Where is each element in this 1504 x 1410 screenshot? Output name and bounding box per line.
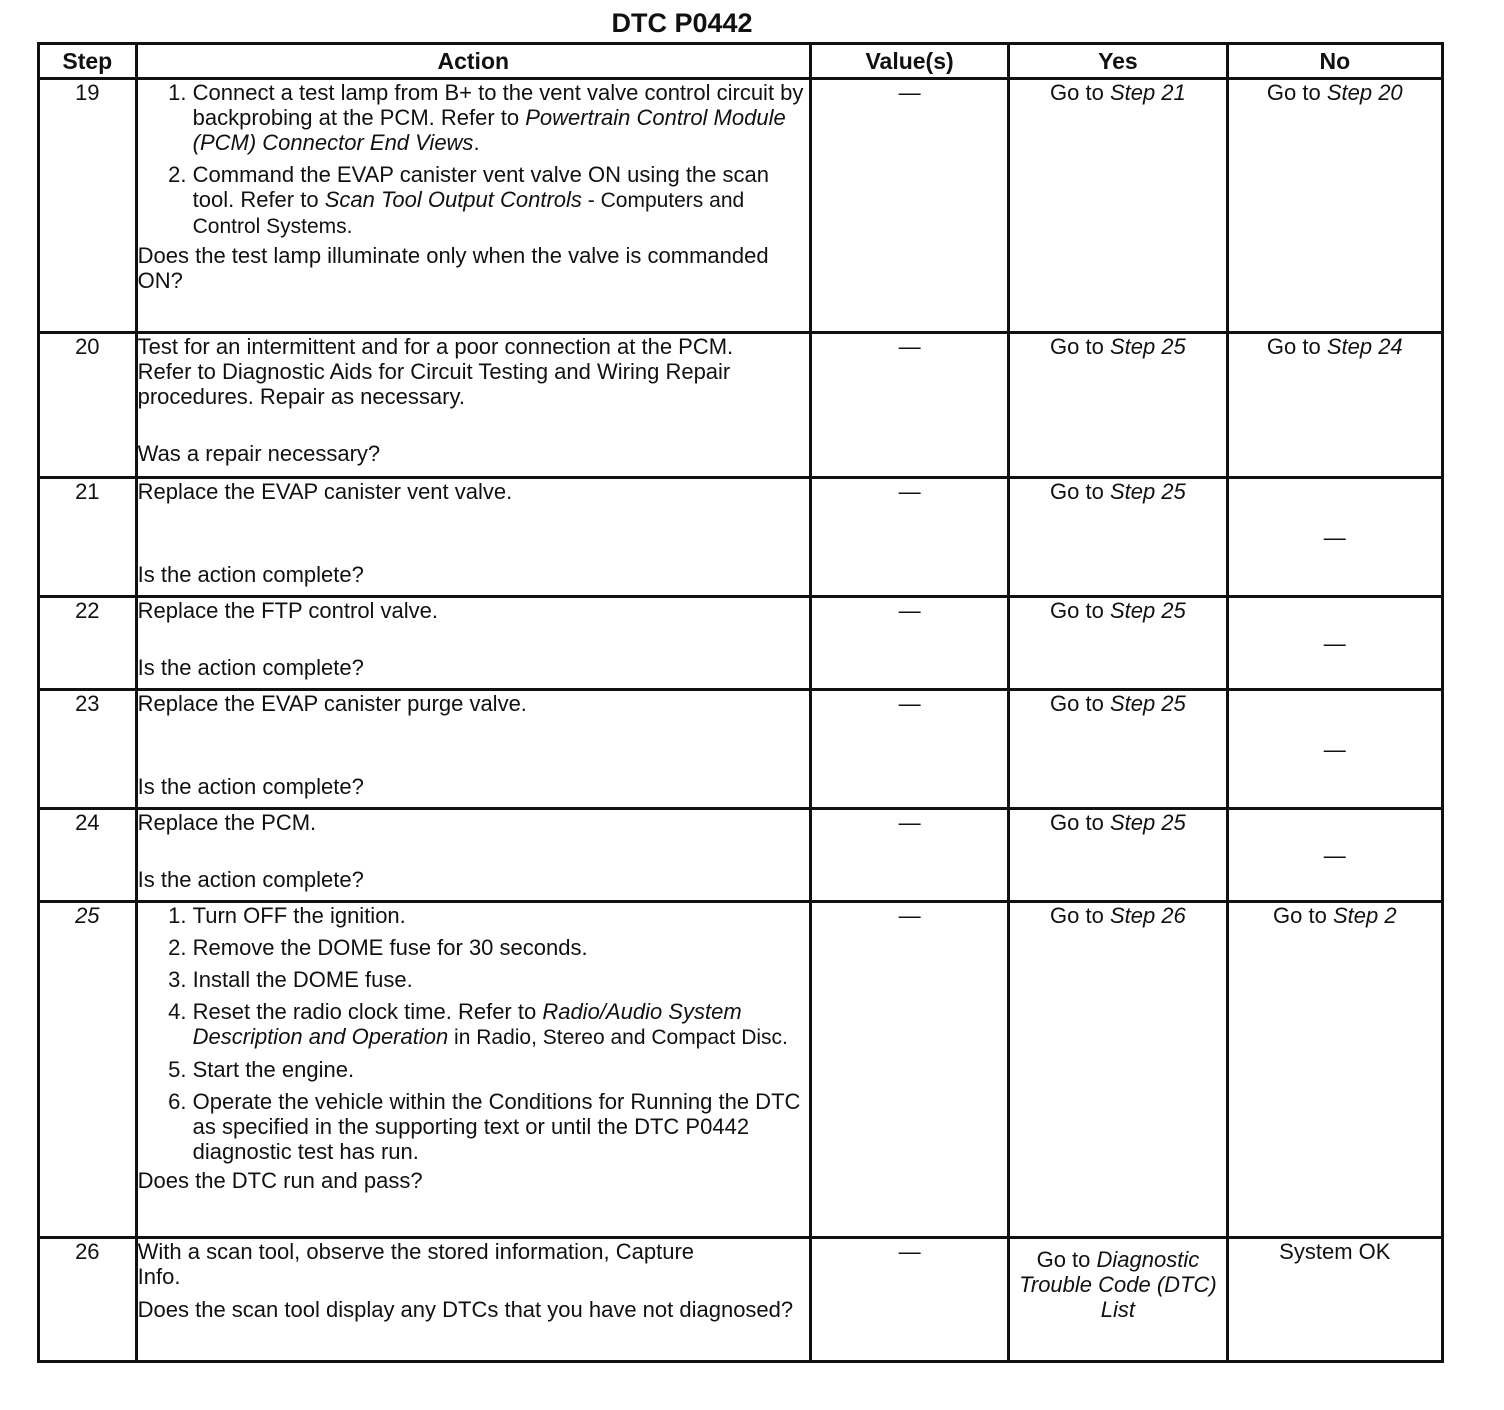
go-to-label: Go to bbox=[1050, 903, 1110, 928]
step-number: 21 bbox=[39, 478, 137, 597]
no-cell: — bbox=[1227, 809, 1442, 902]
action-text: Replace the EVAP canister purge valve. bbox=[137, 691, 527, 716]
page-title: DTC P0442 bbox=[611, 8, 753, 38]
action-step bbox=[193, 1089, 809, 1164]
step-text: Install the DOME fuse. bbox=[192, 967, 413, 992]
value-cell: — bbox=[810, 333, 1008, 478]
yes-cell bbox=[1009, 478, 1227, 597]
no-step-link[interactable]: Step 2 bbox=[1332, 903, 1397, 928]
value-cell: — bbox=[810, 597, 1008, 690]
header-step: Step bbox=[39, 44, 137, 79]
table-row bbox=[39, 1238, 1443, 1362]
go-to-label: Go to bbox=[1050, 598, 1110, 623]
value-cell: — bbox=[810, 478, 1008, 597]
header-row bbox=[39, 44, 1443, 79]
action-cell bbox=[136, 690, 810, 809]
table-row bbox=[39, 597, 1443, 690]
no-cell: — bbox=[1227, 690, 1442, 809]
action-cell bbox=[136, 1238, 810, 1362]
action-text: Replace the FTP control valve. bbox=[137, 598, 439, 623]
action-step bbox=[193, 903, 809, 928]
table-row bbox=[39, 79, 1443, 333]
step-reference: Scan Tool Output Controls bbox=[324, 187, 582, 212]
no-cell bbox=[1227, 333, 1442, 478]
no-step-link[interactable]: Step 24 bbox=[1326, 334, 1403, 359]
step-text: Operate the vehicle within the Conditions for Running the DTC as specified in the supporting text or until the DTC P0442 diagnostic test has run. bbox=[192, 1089, 801, 1164]
action-step bbox=[193, 935, 809, 960]
no-cell bbox=[1227, 79, 1442, 333]
action-cell bbox=[136, 902, 810, 1238]
yes-cell bbox=[1009, 1238, 1227, 1362]
step-text: Start the engine. bbox=[192, 1057, 355, 1082]
step-number: 22 bbox=[39, 597, 137, 690]
action-step bbox=[193, 967, 809, 992]
no-cell: — bbox=[1227, 478, 1442, 597]
no-step-link[interactable]: Step 20 bbox=[1326, 80, 1403, 105]
step-number: 20 bbox=[39, 333, 137, 478]
question: Does the test lamp illuminate only when the valve is commanded ON? bbox=[137, 243, 769, 293]
action-step bbox=[193, 999, 809, 1050]
action-step bbox=[193, 162, 809, 239]
yes-step-link[interactable]: Diagnostic Trouble Code (DTC) List bbox=[1019, 1247, 1217, 1322]
question: Is the action complete? bbox=[137, 774, 364, 799]
action-steps bbox=[138, 903, 809, 1164]
step-text: Connect a test lamp from B+ to the vent valve control circuit by backprobing at the PCM. Refer to bbox=[192, 80, 804, 130]
table-row bbox=[39, 333, 1443, 478]
step-text: Command the EVAP canister vent valve ON using the scan tool. Refer to bbox=[192, 162, 769, 212]
yes-step-link[interactable]: Step 25 bbox=[1109, 334, 1186, 359]
go-to-label: Go to bbox=[1036, 1247, 1097, 1272]
step-text: - Computers and Control Systems. bbox=[192, 189, 745, 238]
no-cell: — bbox=[1227, 597, 1442, 690]
action-cell bbox=[136, 333, 810, 478]
step-reference: Radio/Audio System Description and Operation bbox=[192, 999, 742, 1049]
value-cell: — bbox=[810, 902, 1008, 1238]
go-to-label: Go to bbox=[1273, 903, 1333, 928]
action-cell bbox=[136, 79, 810, 333]
value-cell: — bbox=[810, 79, 1008, 333]
action-text: Replace the PCM. bbox=[137, 810, 317, 835]
table-row bbox=[39, 478, 1443, 597]
go-to-label: Go to bbox=[1266, 334, 1327, 359]
action-steps bbox=[138, 80, 809, 239]
yes-step-link[interactable]: Step 21 bbox=[1109, 80, 1186, 105]
value-cell: — bbox=[810, 1238, 1008, 1362]
yes-step-link[interactable]: Step 26 bbox=[1109, 903, 1186, 928]
go-to-label: Go to bbox=[1050, 334, 1110, 359]
step-number: 19 bbox=[39, 79, 137, 333]
action-step bbox=[193, 1057, 809, 1082]
go-to-label: Go to bbox=[1050, 810, 1110, 835]
step-text: Reset the radio clock time. Refer to bbox=[192, 999, 543, 1024]
yes-step-link[interactable]: Step 25 bbox=[1109, 598, 1186, 623]
yes-cell bbox=[1009, 690, 1227, 809]
action-cell bbox=[136, 809, 810, 902]
yes-step-link[interactable]: Step 25 bbox=[1109, 479, 1186, 504]
action-text: Test for an intermittent and for a poor connection at the PCM. Refer to Diagnostic Aids for Circuit Testing and Wiring Repair procedures. Repair as necessary. bbox=[137, 334, 734, 409]
step-text: Remove the DOME fuse for 30 seconds. bbox=[192, 935, 588, 960]
yes-cell bbox=[1009, 902, 1227, 1238]
no-cell: System OK bbox=[1227, 1238, 1442, 1362]
action-text: Replace the EVAP canister vent valve. bbox=[137, 479, 513, 504]
step-text: . bbox=[473, 130, 480, 155]
header-action: Action bbox=[136, 44, 810, 79]
go-to-label: Go to bbox=[1050, 479, 1110, 504]
step-number: 25 bbox=[39, 902, 137, 1238]
table-row bbox=[39, 690, 1443, 809]
yes-cell bbox=[1009, 333, 1227, 478]
no-cell bbox=[1227, 902, 1442, 1238]
question: Was a repair necessary? bbox=[137, 441, 381, 466]
action-text: With a scan tool, observe the stored information, Capture Info. bbox=[137, 1239, 695, 1289]
table-row bbox=[39, 902, 1443, 1238]
header-yes: Yes bbox=[1009, 44, 1227, 79]
value-cell: — bbox=[810, 809, 1008, 902]
question: Does the scan tool display any DTCs that you have not diagnosed? bbox=[137, 1297, 794, 1322]
yes-cell bbox=[1009, 597, 1227, 690]
step-reference: Powertrain Control Module (PCM) Connector End Views bbox=[192, 105, 786, 155]
table-row bbox=[39, 809, 1443, 902]
yes-cell bbox=[1009, 79, 1227, 333]
step-number: 23 bbox=[39, 690, 137, 809]
step-text: in Radio, Stereo and Compact Disc. bbox=[448, 1026, 788, 1049]
question: Is the action complete? bbox=[137, 655, 364, 680]
step-number: 24 bbox=[39, 809, 137, 902]
question: Is the action complete? bbox=[137, 867, 364, 892]
diagnostic-table bbox=[37, 42, 1444, 1363]
header-values: Value(s) bbox=[810, 44, 1008, 79]
go-to-label: Go to bbox=[1266, 80, 1327, 105]
go-to-label: Go to bbox=[1050, 80, 1110, 105]
yes-step-link[interactable]: Step 25 bbox=[1109, 810, 1186, 835]
step-number: 26 bbox=[39, 1238, 137, 1362]
step-text: Turn OFF the ignition. bbox=[192, 903, 406, 928]
action-step bbox=[193, 80, 809, 155]
yes-step-link[interactable]: Step 25 bbox=[1109, 691, 1186, 716]
question: Does the DTC run and pass? bbox=[137, 1168, 423, 1193]
action-cell bbox=[136, 597, 810, 690]
yes-cell bbox=[1009, 809, 1227, 902]
go-to-label: Go to bbox=[1050, 691, 1110, 716]
action-cell bbox=[136, 478, 810, 597]
header-no: No bbox=[1227, 44, 1442, 79]
value-cell: — bbox=[810, 690, 1008, 809]
question: Is the action complete? bbox=[137, 562, 364, 587]
